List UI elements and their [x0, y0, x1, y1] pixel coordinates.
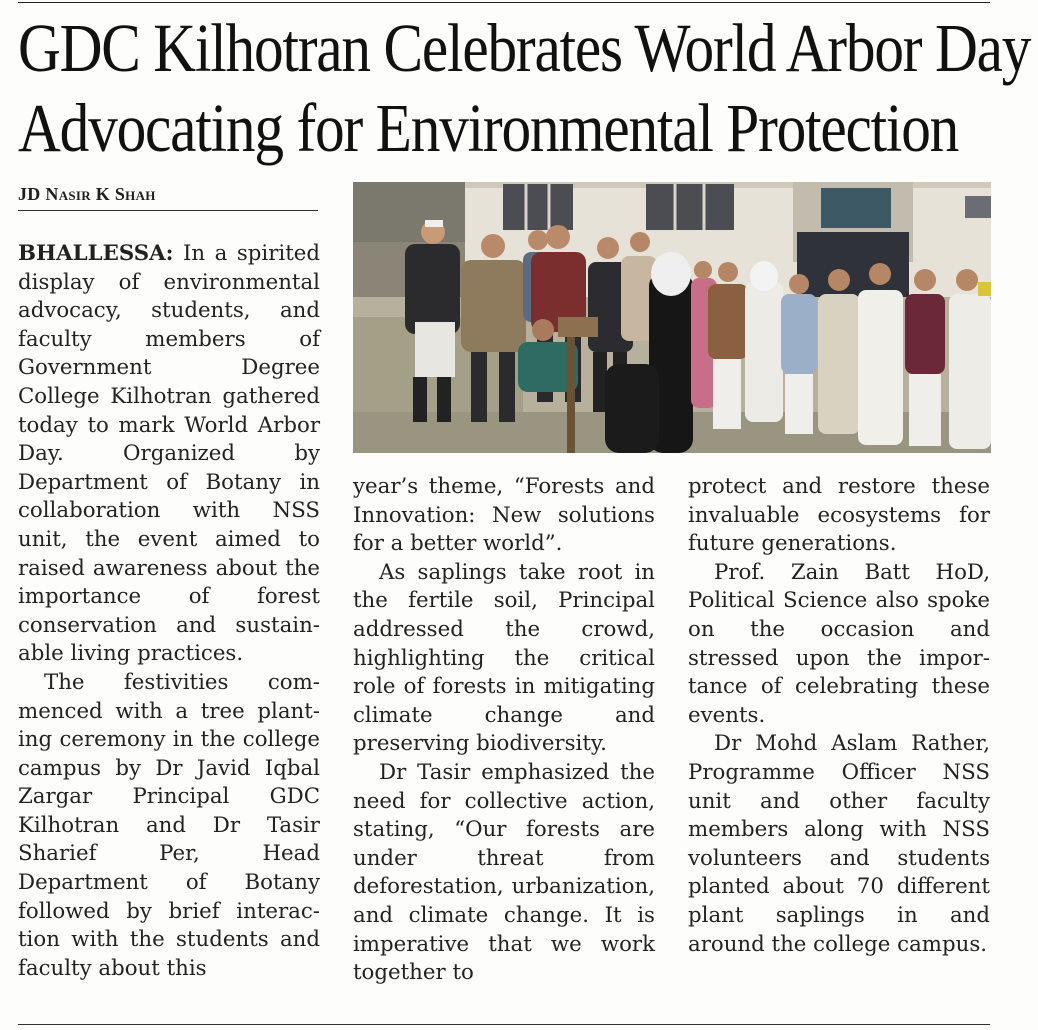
- article-headline: [18, 8, 1031, 168]
- top-rule: [18, 2, 990, 3]
- article-column-1: [18, 240, 320, 983]
- paragraph: Dr Mohd Aslam Rather, Programme Officer NSS unit and other faculty members along with NSS volunteers and students planted about 70 different plant saplings in and around the college campus.: [688, 731, 990, 957]
- article-column-3: [688, 473, 990, 959]
- group-photo-icon: [353, 182, 991, 453]
- lead-paragraph: [18, 240, 320, 669]
- lead-paragraph-text: In a spirited display of environmental advocacy, students, and faculty members of Government Degree College Kilhotran gathered today to mark World Arbor Day. Organized by Department of Botany in collaboration with NSS unit, the event aimed to raised awareness about the importance of forest conservation and sustainable living practices.: [18, 241, 320, 667]
- paragraph: As saplings take root in the fertile soil, Principal addressed the crowd, highlighting the critical role of forests in mitigating climate change and preserving biodiversity.: [353, 559, 655, 757]
- headline-line-1: GDC Kilhotran Celebrates World Arbor Day: [18, 10, 1031, 86]
- paragraph: The festivities commenced with a tree planting ceremony in the college campus by Dr Javid Iqbal Zargar Principal GDC Kilhotran and Dr Tasir Sharief Per, Head Department of Botany followed by brief interaction with the students and faculty about this: [18, 669, 320, 981]
- article-photo: [353, 182, 991, 453]
- dateline: BHALLESSA:: [18, 241, 174, 266]
- paragraph: Dr Tasir emphasized the need for collective action, stating, “Our forests are under threat from deforestation, urbanization, and climate change. It is imperative that we work together to: [353, 759, 655, 986]
- bottom-rule: [18, 1024, 990, 1025]
- paragraph: year’s theme, “Forests and Innovation: New solutions for a better world”.: [353, 474, 655, 557]
- byline: JD Nasir K Shah: [18, 184, 318, 211]
- headline-line-2: Advocating for Environmental Protection: [18, 90, 959, 166]
- article-column-2: [353, 473, 655, 988]
- paragraph: Prof. Zain Batt HoD, Political Science also spoke on the occasion and stressed upon the importance of celebrating these events.: [688, 559, 990, 728]
- paragraph: protect and restore these invaluable ecosystems for future generations.: [688, 474, 990, 557]
